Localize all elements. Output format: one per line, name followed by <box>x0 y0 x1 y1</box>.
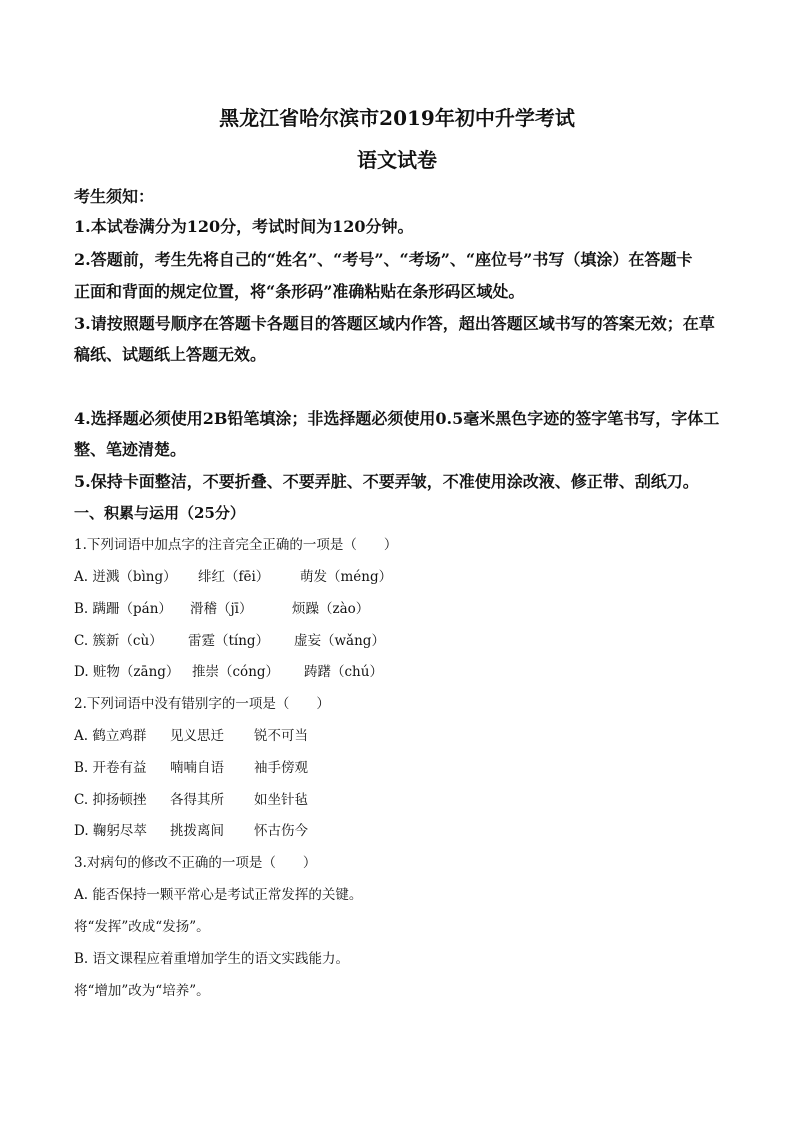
option-word: A. 迸溅（bìng） <box>74 569 177 585</box>
option-word: 雷霆（tíng） <box>188 633 270 649</box>
option-word: 滑稽（jī） <box>190 601 253 617</box>
q3-line: 将“发挥”改成“发扬”。 <box>74 919 210 935</box>
section-heading: 一、积累与运用（25分） <box>74 504 245 522</box>
option-word: 烦躁（zào） <box>292 601 370 617</box>
option-word: 绯红（fēi） <box>198 569 270 585</box>
option-word: 见义思迁 <box>170 728 224 744</box>
option-word: B. 蹒跚（pán） <box>74 601 172 617</box>
notice-line: 1.本试卷满分为120分，考试时间为120分钟。 <box>74 217 414 236</box>
option-word: 如坐针毡 <box>254 792 308 808</box>
option-word: B. 开卷有益 <box>74 760 147 776</box>
notice-line: 5.保持卡面整洁，不要折叠、不要弄脏、不要弄皱，不准使用涂改液、修正带、刮纸刀。 <box>74 472 699 491</box>
option-word: C. 抑扬顿挫 <box>74 792 147 808</box>
option-word: C. 簇新（cù） <box>74 633 163 649</box>
option-word: 怀古伤今 <box>254 823 308 839</box>
option-word: 袖手傍观 <box>254 760 308 776</box>
option-word: D. 鞠躬尽萃 <box>74 823 147 839</box>
option-word: 踌躇（chú） <box>304 664 383 680</box>
q2-stem: 2.下列词语中没有错别字的一项是（ ） <box>74 696 330 712</box>
option-word: 萌发（méng） <box>300 569 393 585</box>
notice-line: 4.选择题必须使用2B铅笔填涂；非选择题必须使用0.5毫米黑色字迹的签字笔书写，字体工 <box>74 409 720 428</box>
exam-title: 黑龙江省哈尔滨市2019年初中升学考试 <box>219 106 575 130</box>
q3-line: 将“增加”改为“培养”。 <box>74 983 210 999</box>
option-word: 挑拨离间 <box>170 823 224 839</box>
option-word: 各得其所 <box>170 792 224 808</box>
q3-stem: 3.对病句的修改不正确的一项是（ ） <box>74 855 317 871</box>
option-word: 喃喃自语 <box>170 760 224 776</box>
notice-line: 2.答题前，考生先将自己的“姓名”、“考号”、“考场”、“座位号”书写（填涂）在答题卡 <box>74 250 693 269</box>
q1-stem: 1.下列词语中加点字的注音完全正确的一项是（ ） <box>74 537 398 553</box>
q3-line: A. 能否保持一颗平常心是考试正常发挥的关键。 <box>74 887 363 903</box>
option-word: 推崇（cóng） <box>192 664 280 680</box>
exam-subtitle: 语文试卷 <box>357 148 437 172</box>
notice-line: 稿纸、试题纸上答题无效。 <box>74 345 267 364</box>
notice-line: 正面和背面的规定位置，将“条形码”准确粘贴在条形码区域处。 <box>74 282 525 301</box>
notice-line: 3.请按照题号顺序在答题卡各题目的答题区域内作答，超出答题区域书写的答案无效；在草 <box>74 314 715 333</box>
q3-line: B. 语文课程应着重增加学生的语文实践能力。 <box>74 951 350 967</box>
notice-line: 整、笔迹清楚。 <box>74 440 187 459</box>
option-word: A. 鹤立鸡群 <box>74 728 147 744</box>
notice-heading: 考生须知： <box>74 187 155 206</box>
option-word: 锐不可当 <box>254 728 308 744</box>
option-word: D. 赃物（zāng） <box>74 664 180 680</box>
option-word: 虚妄（wǎng） <box>294 633 385 649</box>
